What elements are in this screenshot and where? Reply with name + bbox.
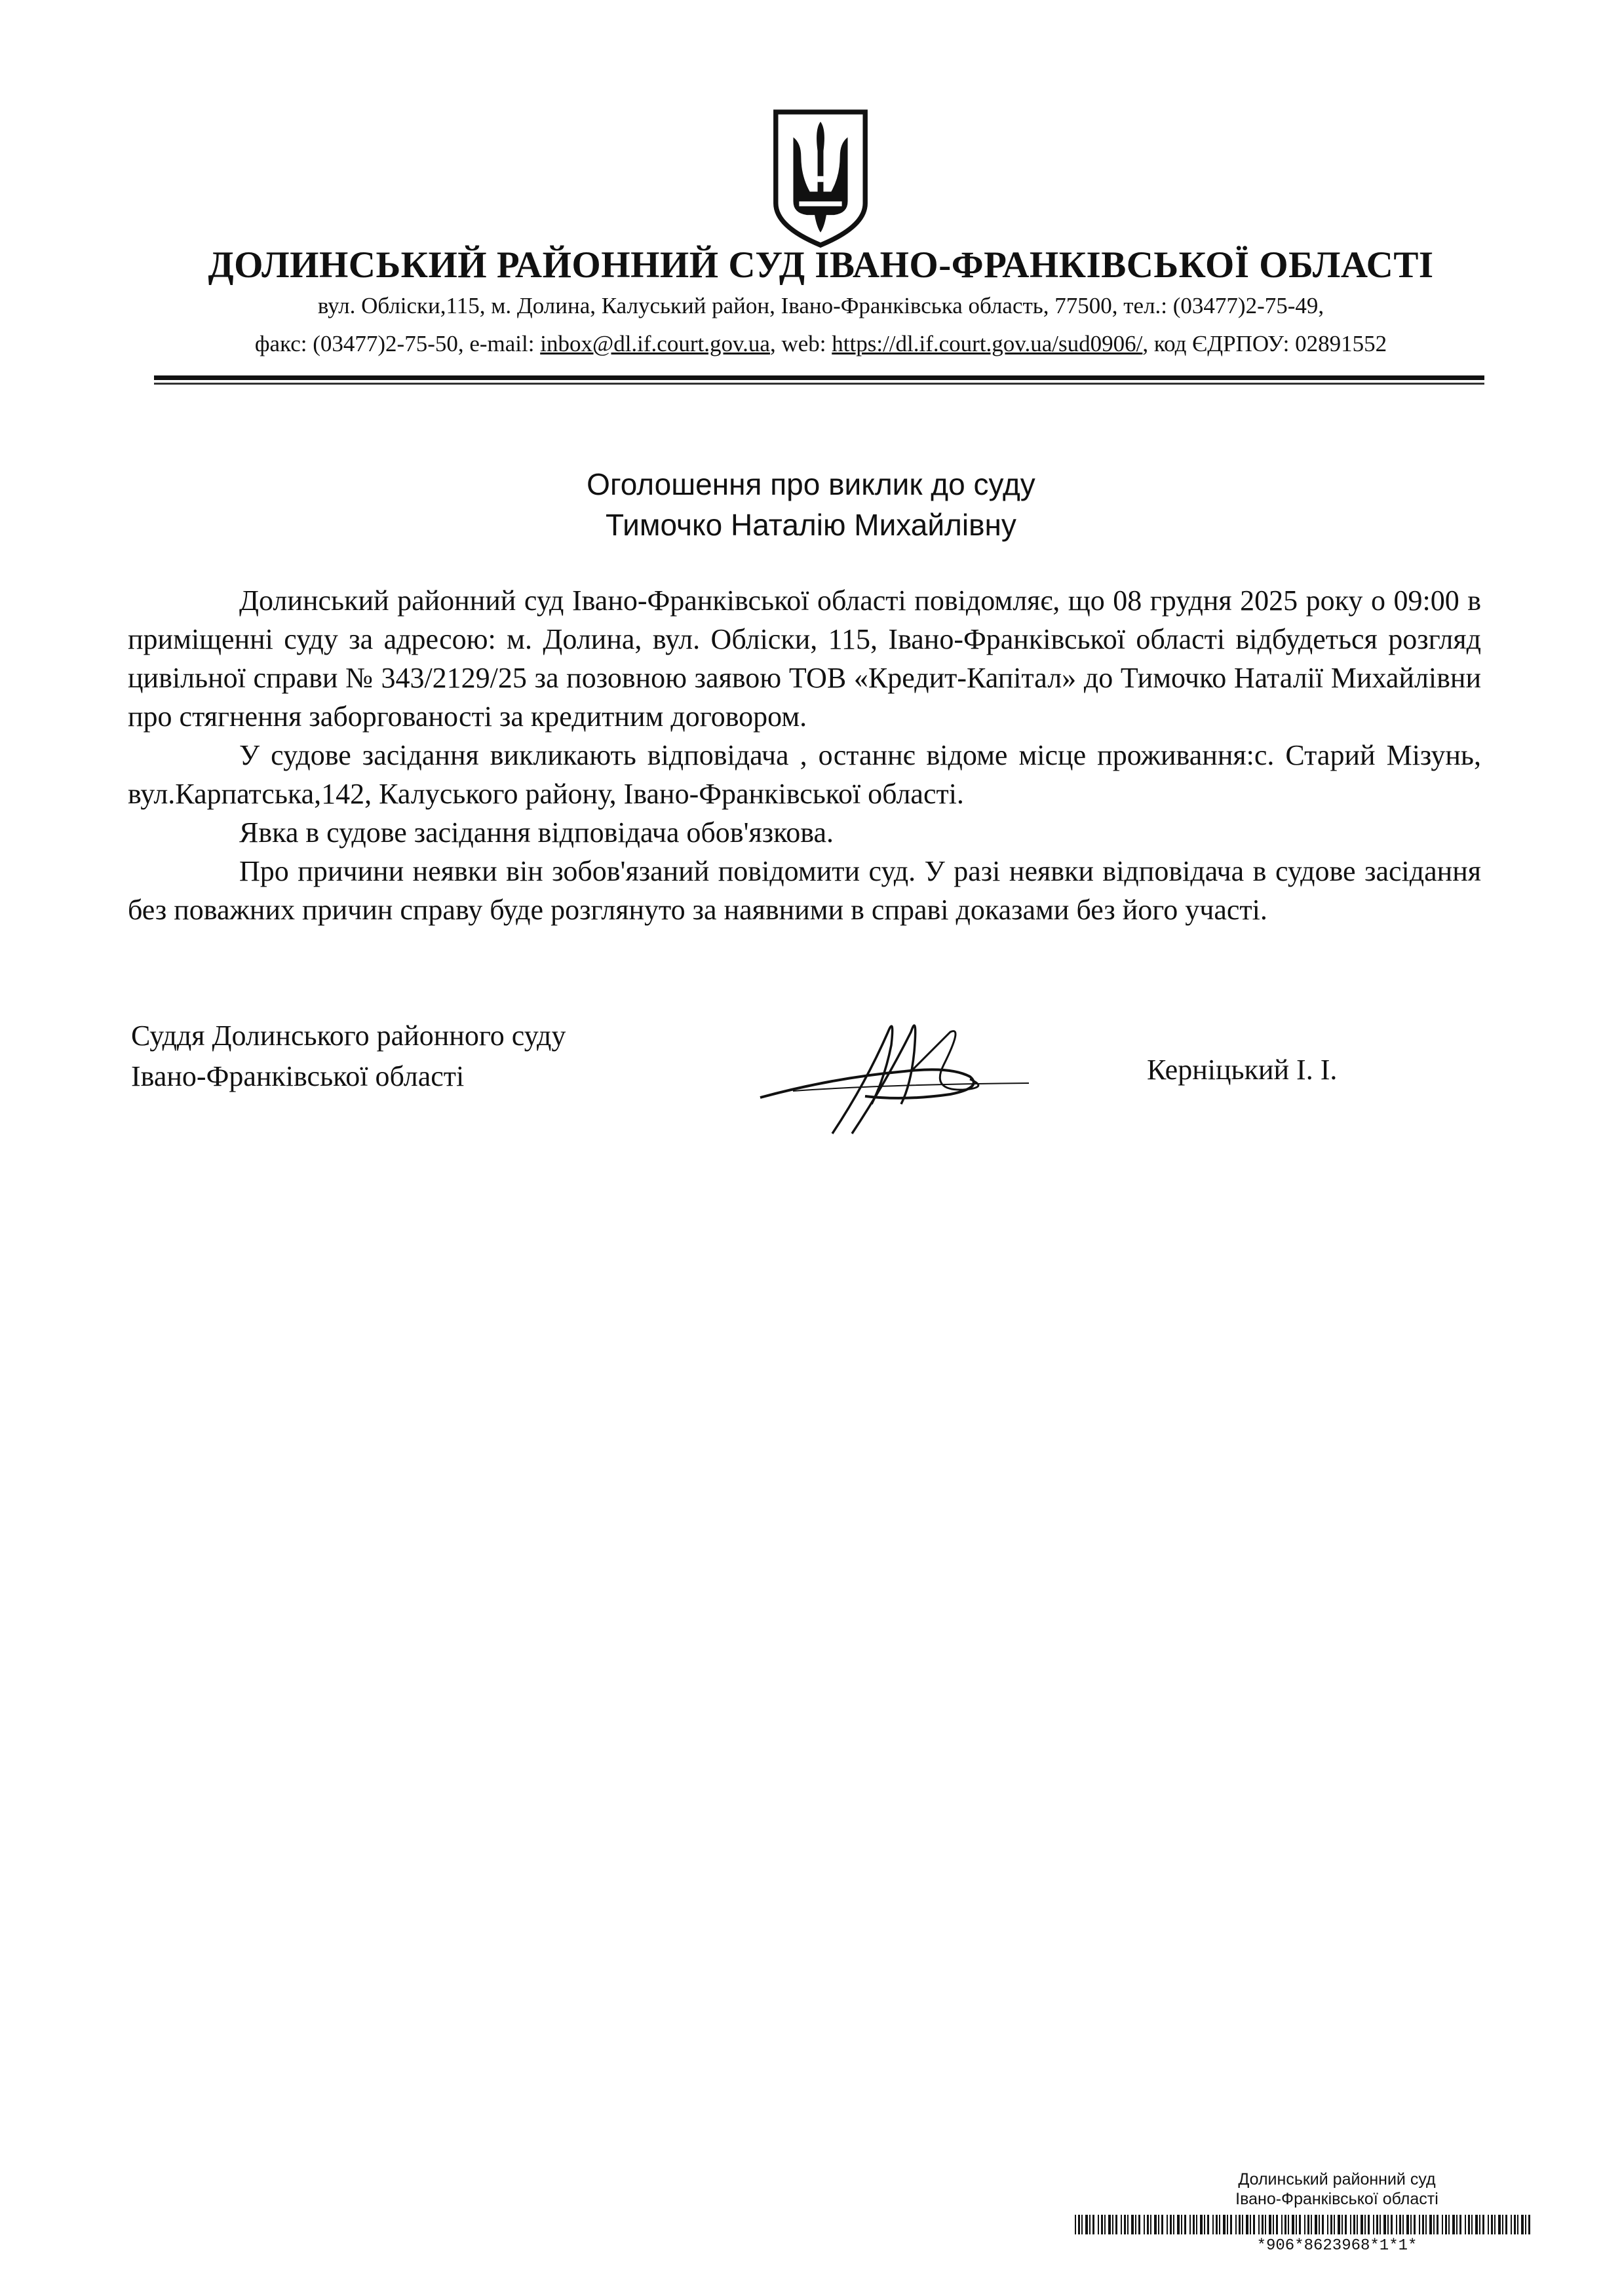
coat-of-arms-icon: [771, 108, 870, 249]
edrpou-code: , код ЄДРПОУ: 02891552: [1142, 331, 1387, 356]
web-link[interactable]: https://dl.if.court.gov.ua/sud0906/: [832, 331, 1143, 356]
handwritten-signature-icon: [754, 1006, 1042, 1137]
registry-stamp-court: Долинський районний суд: [1238, 2170, 1436, 2189]
fax-label: факс: (03477)2-75-50, e-mail:: [254, 331, 541, 356]
paragraph-consequences: Про причини неявки він зобов'язаний повідомити суд. У разі неявки відповідача в судове засідання без поважних причин справу буде розглянуто за наявними в справі доказами без його участі.: [128, 855, 1481, 926]
header-divider: [154, 375, 1484, 380]
web-label: , web:: [769, 331, 832, 356]
court-name: ДОЛИНСЬКИЙ РАЙОННИЙ СУД ІВАНО-ФРАНКІВСЬКОЇ ОБЛАСТІ: [208, 244, 1434, 286]
email-link[interactable]: inbox@dl.if.court.gov.ua: [540, 331, 770, 356]
barcode-icon: [1075, 2215, 1537, 2234]
judge-position-line1: Суддя Долинського районного суду: [131, 1020, 566, 1052]
judge-position-line2: Івано-Франківської області: [131, 1060, 465, 1092]
announcement-body: [128, 581, 1481, 929]
announcement-addressee: Тимочко Наталію Михайлівну: [606, 508, 1016, 542]
registry-stamp-region: Івано-Франківської області: [1235, 2190, 1439, 2208]
paragraph-summons: У судове засідання викликають відповідача , останнє відоме місце проживання:с. Старий Мізунь, вул.Карпатська,142, Калуського району, Івано-Франківської області.: [128, 739, 1481, 810]
header-divider-thin: [154, 383, 1484, 385]
judge-name: Керніцький І. І.: [1147, 1054, 1338, 1086]
paragraph-hearing: Долинський районний суд Івано-Франківської області повідомляє, що 08 грудня 2025 року о 09:00 в приміщенні суду за адресою: м. Долина, вул. Обліски, 115, Івано-Франківської області відбудеться розгляд цивільної справи № 343/2129/25 за позовною заявою ТОВ «Кредит-Капітал» до Тимочко Наталії Михайлівни про стягнення заборгованості за кредитним договором.: [128, 584, 1481, 733]
court-address: вул. Обліски,115, м. Долина, Калуський район, Івано-Франківська область, 77500, тел.: (03477)2-75-49,: [317, 293, 1324, 318]
paragraph-attendance: Явка в судове засідання відповідача обов'язкова.: [239, 816, 834, 849]
judge-position: [131, 1016, 566, 1097]
court-contacts: [98, 331, 1543, 357]
announcement-title: Оголошення про виклик до суду: [587, 467, 1035, 501]
registry-code: *906*8623968*1*1*: [1256, 2237, 1418, 2255]
